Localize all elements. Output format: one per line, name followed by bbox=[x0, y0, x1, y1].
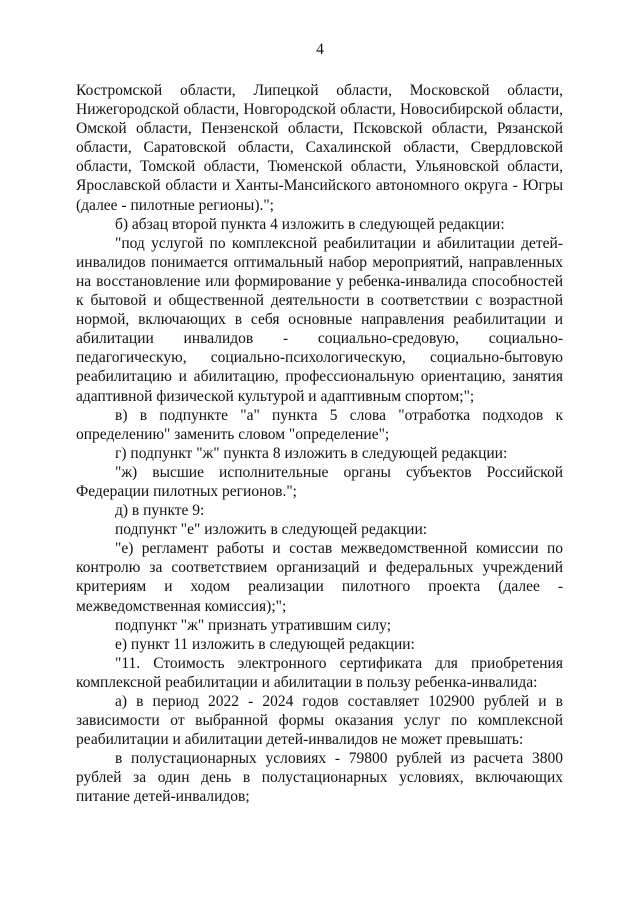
paragraph-semistationary: в полустационарных условиях - 79800 рублей из расчета 3800 рублей за один день в полустационарных условиях, включающих питание детей-инвалидов; bbox=[76, 750, 563, 806]
paragraph-item-e: е) пункт 11 изложить в следующей редакции: bbox=[115, 635, 415, 653]
paragraph-item-d: д) в пункте 9: bbox=[115, 502, 205, 520]
paragraph-subitem-e-text: "е) регламент работы и состав межведомственной комиссии по контролю за соответствием организаций и федеральных учреждений критериям и ходом реализации пилотного проекта (далее - межведомственная комиссия);"; bbox=[76, 540, 563, 615]
document-body bbox=[76, 81, 563, 807]
paragraph-item-b: б) абзац второй пункта 4 изложить в следующей редакции: bbox=[115, 215, 505, 233]
page-number: 4 bbox=[316, 41, 324, 58]
paragraph-item-v: в) в подпункте "а" пункта 5 слова "отработка подходов к определению" заменить словом "определение"; bbox=[76, 406, 563, 443]
paragraph-point-11: "11. Стоимость электронного сертификата для приобретения комплексной реабилитации и абилитации в пользу ребенка-инвалида: bbox=[76, 654, 563, 691]
paragraph-subitem-e: подпункт "е" изложить в следующей редакции: bbox=[115, 521, 428, 539]
paragraph-item-g: г) подпункт "ж" пункта 8 изложить в следующей редакции: bbox=[115, 444, 508, 462]
paragraph-regions-list: Костромской области, Липецкой области, Московской области, Нижегородской области, Новгородской области, Новосибирской области, Омской области, Пензенской области, Псковской области, Рязанской области, Саратовской области, Сахалинской области, Свердловской области, Томской области, Тюменской области, Ульяновской области, Ярославской области и Ханты-Мансийского автономного округа - Югры (далее - пилотные регионы)."; bbox=[76, 82, 563, 214]
paragraph-subitem-zh-text: "ж) высшие исполнительные органы субъектов Российской Федерации пилотных регионов."; bbox=[76, 463, 563, 500]
paragraph-service-definition: "под услугой по комплексной реабилитации и абилитации детей-инвалидов понимается оптимальный набор мероприятий, направленных на восстановление или формирование у ребенка-инвалида способностей к бытовой и общественной деятельности в соответствии с возрастной нормой, включающих в себя основные направления реабилитации и абилитации инвалидов - социально-средовую, социально-педагогическую, социально-психологическую, социально-бытовую реабилитацию и абилитацию, профессиональную ориентацию, занятия адаптивной физической культурой и адаптивным спортом;"; bbox=[76, 234, 563, 405]
paragraph-subitem-zh-void: подпункт "ж" признать утратившим силу; bbox=[115, 616, 391, 634]
paragraph-point-11-a: а) в период 2022 - 2024 годов составляет 102900 рублей и в зависимости от выбранной формы оказания услуг по комплексной реабилитации и абилитации детей-инвалидов не может превышать: bbox=[76, 693, 563, 749]
